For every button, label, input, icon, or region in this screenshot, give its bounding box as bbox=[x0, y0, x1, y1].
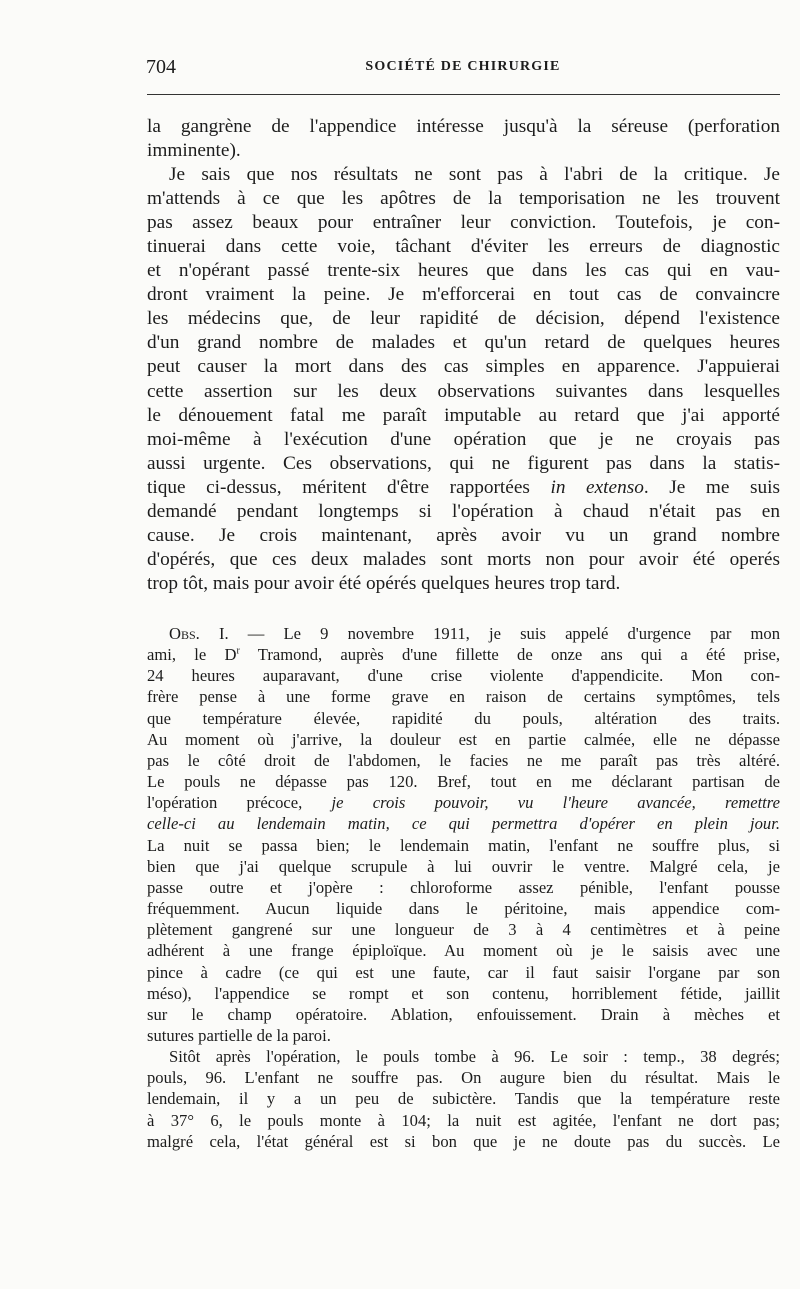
text-line bbox=[147, 644, 780, 665]
text-line bbox=[147, 623, 780, 644]
text-segment: cette assertion sur les deux observations suivantes dans lesquelles bbox=[147, 380, 780, 402]
text-segment: le dénouement fatal me paraît imputable au retard que j'ai apporté bbox=[147, 404, 780, 426]
page-header bbox=[146, 56, 780, 82]
text-line bbox=[147, 962, 780, 983]
text-segment: demandé pendant longtemps si l'opération à chaud n'était pas en bbox=[147, 500, 780, 522]
text-segment: moi-même à l'exécution d'une opération que je ne croyais pas bbox=[147, 428, 780, 450]
observation-section bbox=[147, 623, 780, 1152]
text-line bbox=[147, 1110, 780, 1131]
text-segment: passe outre et j'opère : chloroforme assez pénible, l'enfant pousse bbox=[147, 877, 780, 897]
text-line bbox=[147, 355, 780, 379]
header-rule bbox=[147, 94, 780, 95]
text-segment: ami, le D bbox=[147, 645, 237, 665]
text-line bbox=[147, 476, 780, 500]
superscript: r bbox=[236, 645, 240, 657]
text-segment: Au moment où j'arrive, la douleur est en partie calmée, elle ne dépasse bbox=[147, 729, 780, 749]
text-line bbox=[147, 307, 780, 331]
text-line bbox=[147, 500, 780, 524]
text-segment: fréquemment. Aucun liquide dans le péritoine, mais appendice com- bbox=[147, 899, 780, 919]
text-segment: pas le côté droit de l'abdomen, le facies ne me paraît pas très altéré. bbox=[147, 750, 780, 770]
text-line bbox=[147, 1046, 780, 1067]
text-line bbox=[147, 1088, 780, 1109]
italic-text: celle-ci au lendemain matin, ce qui permettra d'opérer en plein jour. bbox=[147, 814, 780, 834]
text-line bbox=[147, 115, 780, 139]
text-segment: tique ci-dessus, méritent d'être rapportées bbox=[147, 476, 551, 498]
text-segment: sur le champ opératoire. Ablation, enfouissement. Drain à mèches et bbox=[147, 1004, 780, 1024]
page-number: 704 bbox=[146, 56, 176, 78]
text-line bbox=[147, 163, 780, 187]
text-segment: — Le 9 novembre 1911, je suis appelé d'urgence par mon bbox=[228, 624, 780, 643]
text-line bbox=[147, 572, 780, 596]
text-line bbox=[147, 139, 780, 163]
text-line bbox=[147, 1067, 780, 1088]
text-line bbox=[147, 380, 780, 404]
text-line bbox=[147, 750, 780, 771]
text-segment: m'attends à ce que les apôtres de la temporisation ne les trouvent bbox=[147, 188, 780, 210]
text-segment: Tramond, auprès d'une fillette de onze ans qui a été prise, bbox=[239, 645, 780, 665]
text-line bbox=[147, 835, 780, 856]
text-segment: imminente). bbox=[147, 140, 241, 162]
text-line bbox=[147, 729, 780, 750]
text-line bbox=[147, 1025, 780, 1046]
text-segment: trop tôt, mais pour avoir été opérés quelques heures trop tard. bbox=[147, 572, 621, 594]
text-line bbox=[147, 813, 780, 834]
text-segment: Le pouls ne dépasse pas 120. Bref, tout en me déclarant partisan de bbox=[147, 772, 780, 792]
text-segment: d'opérés, que ces deux malades sont morts non pour avoir été operés bbox=[147, 548, 780, 570]
text-segment: pince à cadre (ce qui est une faute, car il faut saisir l'organe par son bbox=[147, 962, 780, 982]
text-segment: d'un grand nombre de malades et qu'un retard de quelques heures bbox=[147, 332, 780, 354]
text-segment: Sitôt après l'opération, le pouls tombe à 96. Le soir : temp., 38 degrés; bbox=[169, 1047, 780, 1067]
text-segment: dront vraiment la peine. Je m'efforcerai en tout cas de convaincre bbox=[147, 284, 780, 306]
text-segment: adhérent à une frange épiploïque. Au moment où je le saisis avec une bbox=[147, 941, 780, 961]
text-line bbox=[147, 524, 780, 548]
text-line bbox=[147, 877, 780, 898]
text-line bbox=[147, 708, 780, 729]
text-line bbox=[147, 771, 780, 792]
text-line bbox=[147, 792, 780, 813]
italic-text: in extenso bbox=[550, 476, 644, 498]
text-segment: . Je me suis bbox=[643, 476, 781, 498]
text-line bbox=[147, 1131, 780, 1152]
text-line bbox=[147, 404, 780, 428]
text-segment: à 37° 6, le pouls monte à 104; la nuit est agitée, l'enfant ne dort pas; bbox=[147, 1110, 780, 1130]
text-line bbox=[147, 211, 780, 235]
text-segment: les médecins que, de leur rapidité de décision, dépend l'existence bbox=[147, 308, 780, 330]
text-line bbox=[147, 283, 780, 307]
text-segment: bien que j'ai quelque scrupule à lui ouvrir le ventre. Malgré cela, je bbox=[147, 856, 780, 876]
text-segment: plètement gangrené sur une longueur de 3 à 4 centimètres et à peine bbox=[147, 920, 780, 940]
text-segment: méso), l'appendice se rompt et son contenu, horriblement fétide, jaillit bbox=[147, 983, 780, 1003]
small-caps-text: Obs. I. bbox=[169, 624, 229, 643]
text-line bbox=[147, 235, 780, 259]
text-segment: l'opération précoce, bbox=[147, 793, 332, 813]
text-line bbox=[147, 983, 780, 1004]
text-segment: tinuerai dans cette voie, tâchant d'éviter les erreurs de diagnostic bbox=[147, 236, 780, 258]
text-segment: frère pense à une forme grave en raison de certains symptômes, tels bbox=[147, 687, 780, 707]
text-line bbox=[147, 187, 780, 211]
text-line bbox=[147, 1004, 780, 1025]
text-segment: pas assez beaux pour entraîner leur conviction. Toutefois, je con- bbox=[147, 212, 780, 234]
text-line bbox=[147, 919, 780, 940]
text-segment: La nuit se passa bien; le lendemain matin, l'enfant ne souffre plus, si bbox=[147, 835, 780, 855]
text-line bbox=[147, 665, 780, 686]
text-segment: la gangrène de l'appendice intéresse jusqu'à la séreuse (perforation bbox=[147, 116, 780, 137]
text-line bbox=[147, 452, 780, 476]
text-line bbox=[147, 686, 780, 707]
text-segment: Je sais que nos résultats ne sont pas à l'abri de la critique. Je bbox=[169, 164, 780, 186]
text-segment: aussi urgente. Ces observations, qui ne figurent pas dans la statis- bbox=[147, 452, 780, 474]
text-segment: malgré cela, l'état général est si bon que je ne doute pas du succès. Le bbox=[147, 1131, 780, 1151]
italic-text: je crois pouvoir, vu l'heure avancée, remettre bbox=[331, 793, 780, 813]
main-paragraphs bbox=[147, 115, 780, 596]
text-segment: et n'opérant passé trente-six heures que dans les cas qui en vau- bbox=[147, 260, 780, 282]
text-line bbox=[147, 259, 780, 283]
text-line bbox=[147, 548, 780, 572]
text-segment: sutures partielle de la paroi. bbox=[147, 1025, 331, 1045]
text-line bbox=[147, 428, 780, 452]
text-line bbox=[147, 898, 780, 919]
text-segment: pouls, 96. L'enfant ne souffre pas. On augure bien du résultat. Mais le bbox=[147, 1068, 780, 1088]
text-segment: lendemain, il y a un peu de subictère. Tandis que la température reste bbox=[147, 1089, 780, 1109]
text-segment: peut causer la mort dans des cas simples en apparence. J'appuierai bbox=[147, 356, 780, 378]
text-segment: que température élevée, rapidité du pouls, altération des traits. bbox=[147, 708, 780, 728]
text-line bbox=[147, 331, 780, 355]
text-segment: cause. Je crois maintenant, après avoir vu un grand nombre bbox=[147, 524, 780, 546]
text-segment: 24 heures auparavant, d'une crise violente d'appendicite. Mon con- bbox=[147, 666, 780, 686]
text-line bbox=[147, 940, 780, 961]
text-line bbox=[147, 856, 780, 877]
running-title: SOCIÉTÉ DE CHIRURGIE bbox=[365, 59, 561, 74]
